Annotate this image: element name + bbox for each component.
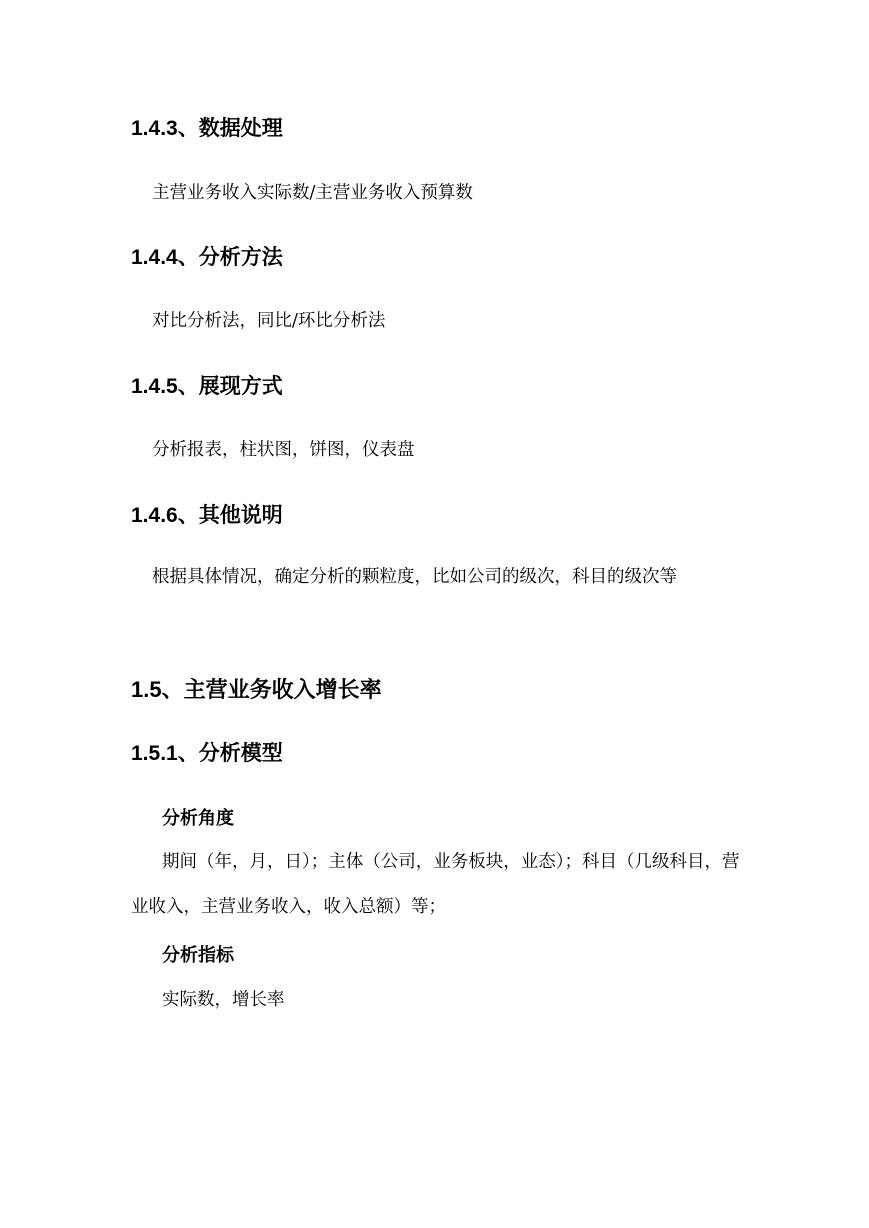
heading-1-4-6: 1.4.6、其他说明 [131, 504, 283, 527]
heading-1-5-1: 1.5.1、分析模型 [131, 742, 283, 765]
heading-1-4-5: 1.4.5、展现方式 [131, 375, 283, 398]
label-analysis-angle: 分析角度 [162, 808, 234, 828]
heading-1-5: 1.5、主营业务收入增长率 [131, 677, 382, 702]
paragraph-presentation: 分析报表，柱状图，饼图，仪表盘 [152, 440, 415, 460]
paragraph-analysis-angle: 期间（年，月，日）；主体（公司，业务板块，业态）；科目（几级科目，营业收入，主营业务收入，收入总额）等； [131, 852, 740, 917]
paragraph-analysis-indicator: 实际数，增长率 [162, 990, 285, 1010]
heading-1-4-4: 1.4.4、分析方法 [131, 246, 283, 269]
paragraph-other-notes: 根据具体情况，确定分析的颗粒度，比如公司的级次，科目的级次等 [152, 567, 677, 587]
label-analysis-indicator: 分析指标 [162, 945, 234, 965]
paragraph-data-processing: 主营业务收入实际数/主营业务收入预算数 [152, 183, 473, 203]
paragraph-analysis-method: 对比分析法，同比/环比分析法 [152, 311, 386, 331]
heading-1-4-3: 1.4.3、数据处理 [131, 117, 283, 140]
